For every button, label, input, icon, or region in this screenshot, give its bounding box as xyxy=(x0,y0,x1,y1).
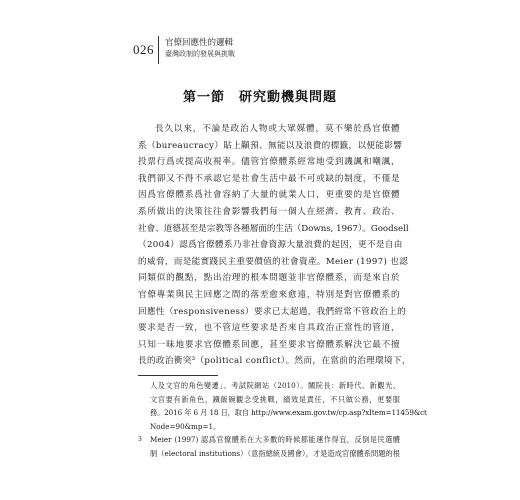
body-line: 因爲官僚體系爲社會容納了大量的就業人口，更重要的是官僚體 xyxy=(138,190,400,201)
footnote-divider xyxy=(138,375,218,376)
running-title: 官僚回應性的邏輯 xyxy=(165,38,234,48)
body-line: 系（bureaucracy）貼上顢預、無能以及浪費的標籤，以便能影響 xyxy=(138,140,403,151)
body-line: 長的政治衝突³（political conflict）。然而，在當前的治理環境下， xyxy=(138,356,411,367)
body-line: 同類似的觀點，點出治理的根本問題並非官僚體系，而是來自於 xyxy=(138,273,400,284)
footnote-line: 制（electoral institutions）（意指總統及國會），才是造成官僚體系問題的根 xyxy=(150,448,400,458)
body-line: （2004）認爲官僚體系乃非社會資源大量浪費的起因，更不是自由 xyxy=(138,240,403,251)
footnote-3 xyxy=(138,433,400,447)
footnote-line: 務。2016 年 6 月 18 日，取自 http://www.exam.gov.tw/cp.asp?xItem=11459&ct xyxy=(150,408,427,418)
footnote-line: Node=90&mp=1。 xyxy=(150,421,221,431)
body-line: 回應性（responsiveness）要求已太超過，我們經常不管政治上的 xyxy=(138,306,407,317)
body-line: 官僚專業與民主回應之間的落差愈來愈遠，特別是對官僚體系的 xyxy=(138,289,400,300)
body-line: 投票行爲或提高收視率。儘管官僚體系經常地受到譏諷和嘲諷， xyxy=(138,157,400,168)
footnote-line: 文官要有新角色，鐵飯碗觀念受挑戰，績效是責任，不只做公務，更要服 xyxy=(150,394,400,404)
body-text xyxy=(138,121,411,370)
body-line: 我們卻又不得不承認它是社會生活中最不可或缺的制度，不僅是 xyxy=(138,173,400,184)
body-line: 社會、道德甚至是宗教等各種層面的生活（Downs, 1967）。Goodsell xyxy=(138,223,409,234)
footnote-line: 人及文官的角色變遷」。考試院網站（2010）。關院長：新時代、新觀光、 xyxy=(150,381,400,390)
body-line: 的威脅，而是能實踐民主重要價值的社會資產。Meier (1997) 也認 xyxy=(138,256,409,267)
body-line: 要求是否一致，也不管這些要求是否來自具政治正當性的管道， xyxy=(138,323,400,334)
body-line: 系所做出的決策往往會影響我們每一個人在經濟、教育、政治、 xyxy=(138,206,400,217)
section-title: 第一節 研究動機與問題 xyxy=(182,90,337,105)
running-subtitle: 臺灣政制的發展與挑戰 xyxy=(165,50,235,58)
header-divider xyxy=(158,36,159,64)
body-line: 只知一昧地要求官僚體系回應，甚至要求官僚體系解決它最不擅 xyxy=(138,339,400,350)
footnote-line: Meier (1997) 認爲官僚體系在大多數的時候都能運作得宜，反倒是民選體 xyxy=(150,435,400,445)
body-line: 長久以來，不論是政治人物或大眾媒體，莫不樂於爲官僚體 xyxy=(155,124,400,134)
page-number: 026 xyxy=(133,42,154,57)
footnote-marker: 3 xyxy=(138,436,142,444)
footnotes xyxy=(138,379,427,461)
